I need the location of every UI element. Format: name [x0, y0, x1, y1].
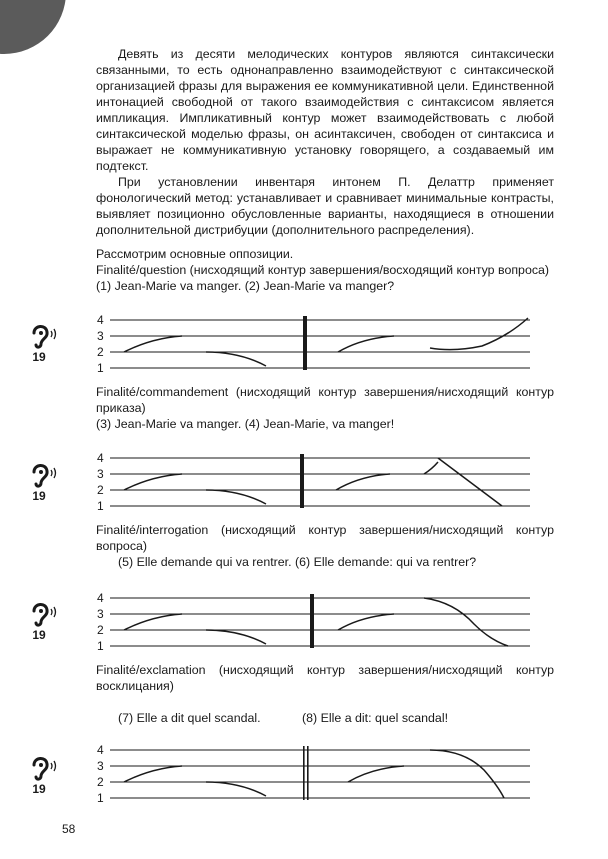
contour-5-fall [206, 630, 266, 644]
ear-icon [30, 461, 60, 489]
audio-track-number: 19 [32, 489, 46, 503]
example-1-title: Finalité/question (нисходящий контур завершения/восходящий контур вопроса) [96, 263, 550, 277]
example-4-sentence-a: (7) Elle a dit quel scandal. [118, 711, 261, 725]
contour-3-rise [124, 474, 182, 490]
contour-4-command-fall [438, 458, 502, 506]
barline [303, 316, 307, 370]
audio-track-number: 19 [32, 782, 46, 796]
example-1-sentences: (1) Jean-Marie va manger. (2) Jean-Marie va manger? [96, 279, 395, 293]
intonation-staff-3 [94, 588, 542, 653]
page-number: 58 [62, 822, 76, 836]
example-2-title: Finalité/commandement (нисходящий контур завершения/нисходящий контур приказа) [96, 385, 554, 415]
level-label-4: 4 [97, 591, 104, 605]
level-label-3: 3 [97, 607, 104, 621]
contour-8-rise [348, 766, 404, 782]
intro-paragraph-2: При установлении инвентаря интонем П. Делаттр применяет фонологический метод: устанавливает и сравнивает минимальные контрасты, выявляет позиционно обусловленные варианты, находящиеся в отношении дополнительной дистрибуции (дополнительного распределения). [96, 175, 554, 237]
level-label-1: 1 [97, 791, 104, 805]
level-label-4: 4 [97, 743, 104, 757]
level-label-1: 1 [97, 499, 104, 513]
intro-paragraph-3: Рассмотрим основные оппозиции. [96, 247, 294, 261]
ear-icon [30, 322, 60, 350]
level-label-3: 3 [97, 329, 104, 343]
contour-8-exclamation-fall [430, 750, 504, 798]
contour-2-final-rise [430, 318, 528, 350]
contour-7-rise [124, 766, 182, 782]
example-4-sentence-b: (8) Elle a dit: quel scandal! [302, 711, 449, 725]
ear-icon [30, 754, 60, 782]
double-barline-thin [303, 746, 305, 800]
level-label-2: 2 [97, 775, 104, 789]
level-label-4: 4 [97, 313, 104, 327]
example-2-sentences: (3) Jean-Marie va manger. (4) Jean-Marie, va manger! [96, 417, 395, 431]
level-label-4: 4 [97, 451, 104, 465]
level-label-3: 3 [97, 759, 104, 773]
barline [310, 594, 314, 648]
intonation-staff-4 [94, 740, 542, 805]
audio-track-number: 19 [32, 350, 46, 364]
level-label-3: 3 [97, 467, 104, 481]
level-label-1: 1 [97, 361, 104, 375]
barline [300, 454, 304, 508]
level-label-1: 1 [97, 639, 104, 653]
intro-paragraph-1: Девять из десяти мелодических контуров являются синтаксически связанными, то есть однонаправленно взаимодействуют с синтаксической организацией фразы для выражения ее коммуникативной цели. Единственной интонацией свободной от такого взаимодействия с синтаксисом является импликация. Импликативный контур может взаимодействовать с любой синтаксической моделью фразы, он асинтаксичен, свободен от синтаксиса и выражает не коммуникативную установку говорящего, а создаваемый им подтекст. [96, 47, 554, 173]
example-4-title: Finalité/exclamation (нисходящий контур завершения/нисходящий контур восклицания) [96, 663, 554, 693]
contour-6-question-fall [424, 598, 508, 646]
contour-4-rise [336, 474, 390, 490]
level-label-2: 2 [97, 623, 104, 637]
intonation-staff-2 [94, 448, 542, 513]
contour-6-rise [338, 614, 394, 630]
contour-4-peak [424, 462, 438, 474]
ear-icon [30, 600, 60, 628]
level-label-2: 2 [97, 483, 104, 497]
example-3-title: Finalité/interrogation (нисходящий контур завершения/нисходящий контур вопроса) [96, 523, 554, 553]
contour-1-rise [124, 336, 182, 352]
intonation-staff-1 [94, 310, 542, 375]
contour-2-rise [338, 336, 394, 352]
level-label-2: 2 [97, 345, 104, 359]
contour-5-rise [124, 614, 182, 630]
double-barline-thin [307, 746, 309, 800]
audio-track-number: 19 [32, 628, 46, 642]
section-tab [0, 0, 66, 54]
contour-1-fall [206, 352, 266, 366]
contour-3-fall [206, 490, 266, 504]
example-3-sentences: (5) Elle demande qui va rentrer. (6) Elle demande: qui va rentrer? [118, 555, 477, 569]
contour-7-fall [206, 782, 266, 796]
